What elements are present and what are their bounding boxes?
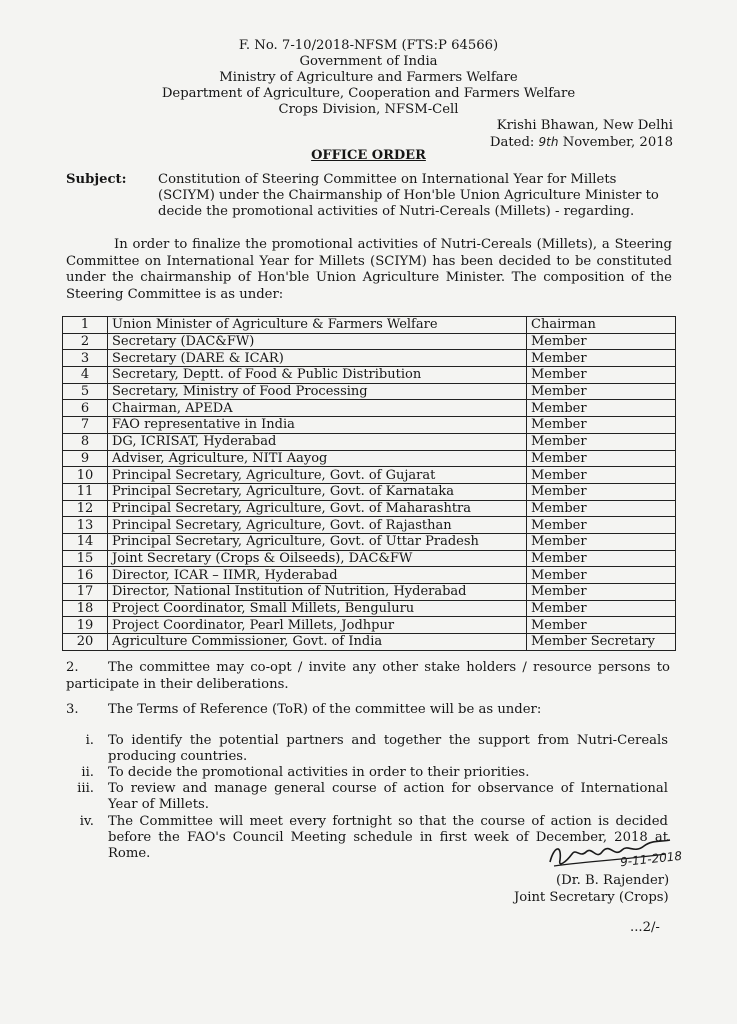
member-role: Member [527, 417, 676, 434]
row-number: 1 [63, 317, 108, 334]
member-name: Secretary (DARE & ICAR) [108, 350, 527, 367]
member-name: Principal Secretary, Agriculture, Govt. of Gujarat [108, 467, 527, 484]
member-role: Member [527, 533, 676, 550]
table-row [63, 517, 676, 534]
signatory-name: (Dr. B. Rajender) [556, 873, 670, 888]
row-number: 7 [63, 417, 108, 434]
member-name: Agriculture Commissioner, Govt. of India [108, 634, 527, 651]
table-row [63, 383, 676, 400]
row-number: 3 [63, 350, 108, 367]
page-title: OFFICE ORDER [311, 148, 426, 163]
row-number: 13 [63, 517, 108, 534]
row-number: 19 [63, 617, 108, 634]
subject-label: Subject: [66, 172, 127, 187]
tor-num: iii. [77, 781, 94, 796]
member-name: Director, ICAR – IIMR, Hyderabad [108, 567, 527, 584]
table-row [63, 567, 676, 584]
tor-num: ii. [81, 765, 94, 780]
member-name: Project Coordinator, Small Millets, Benguluru [108, 600, 527, 617]
member-role: Member [527, 600, 676, 617]
member-role: Member Secretary [527, 634, 676, 651]
row-number: 5 [63, 383, 108, 400]
member-role: Member [527, 500, 676, 517]
tor-item: To decide the promotional activities in order to their priorities. [108, 765, 530, 780]
table-row [63, 317, 676, 334]
table-row [63, 400, 676, 417]
member-role: Chairman [527, 317, 676, 334]
row-number: 2 [63, 333, 108, 350]
row-number: 16 [63, 567, 108, 584]
table-row [63, 533, 676, 550]
member-name: Chairman, APEDA [108, 400, 527, 417]
table-row [63, 433, 676, 450]
member-role: Member [527, 367, 676, 384]
table-row [63, 367, 676, 384]
tor-num: i. [85, 733, 94, 748]
member-name: Principal Secretary, Agriculture, Govt. of Karnataka [108, 483, 527, 500]
file-number: F. No. 7-10/2018-NFSM (FTS:P 64566) [238, 38, 499, 53]
table-row [63, 500, 676, 517]
subject-text: Constitution of Steering Committee on International Year for Millets (SCIYM) under the Chairmanship of Hon'ble Union Agriculture Minister to decide the promotional activities of Nutri-Cereals (Millets) - regarding. [158, 172, 659, 219]
member-name: FAO representative in India [108, 417, 527, 434]
dated-rest: November, 2018 [562, 135, 673, 150]
table-row [63, 467, 676, 484]
para3-number: 3. [66, 702, 79, 717]
member-role: Member [527, 433, 676, 450]
tor-item: To review and manage general course of action for observance of International Year of Millets. [108, 781, 668, 812]
member-role: Member [527, 550, 676, 567]
dated-day: 9th [538, 135, 559, 149]
member-role: Member [527, 333, 676, 350]
table-row [63, 600, 676, 617]
row-number: 6 [63, 400, 108, 417]
member-role: Member [527, 483, 676, 500]
table-row [63, 450, 676, 467]
row-number: 11 [63, 483, 108, 500]
row-number: 17 [63, 584, 108, 601]
gov-line: Government of India [299, 54, 438, 69]
intro-paragraph: In order to finalize the promotional activities of Nutri-Cereals (Millets), a Steering Committee on International Year for Millets (SCIYM) has been decided to be constituted under the chairmanship of Hon'ble Union Agriculture Minister. The composition of the Steering Committee is as under: [66, 237, 672, 302]
member-role: Member [527, 517, 676, 534]
member-name: Secretary, Deptt. of Food & Public Distribution [108, 367, 527, 384]
table-row [63, 350, 676, 367]
tor-item: The Committee will meet every fortnight so that the course of action is decided before the FAO's Council Meeting schedule in first week of December, 2018 at Rome. [108, 814, 668, 861]
row-number: 12 [63, 500, 108, 517]
dated-label: Dated: [489, 135, 535, 150]
member-role: Member [527, 400, 676, 417]
table-row [63, 333, 676, 350]
member-role: Member [527, 617, 676, 634]
member-name: Principal Secretary, Agriculture, Govt. of Rajasthan [108, 517, 527, 534]
tor-num: iv. [79, 814, 94, 829]
committee-table [62, 316, 676, 651]
row-number: 15 [63, 550, 108, 567]
table-row [63, 417, 676, 434]
member-name: Principal Secretary, Agriculture, Govt. of Maharashtra [108, 500, 527, 517]
member-name: Union Minister of Agriculture & Farmers Welfare [108, 317, 527, 334]
table-row [63, 617, 676, 634]
para2-text: The committee may co-opt / invite any other stake holders / resource persons to participate in their deliberations. [66, 660, 670, 692]
member-role: Member [527, 450, 676, 467]
ministry-line: Ministry of Agriculture and Farmers Welfare [219, 70, 518, 85]
member-name: Secretary, Ministry of Food Processing [108, 383, 527, 400]
table-row [63, 550, 676, 567]
member-role: Member [527, 584, 676, 601]
member-name: Principal Secretary, Agriculture, Govt. of Uttar Pradesh [108, 533, 527, 550]
member-name: Director, National Institution of Nutrition, Hyderabad [108, 584, 527, 601]
department-line: Department of Agriculture, Cooperation and Farmers Welfare [161, 86, 576, 101]
page-continuation: ...2/- [630, 920, 660, 935]
place-line: Krishi Bhawan, New Delhi [496, 118, 673, 133]
row-number: 4 [63, 367, 108, 384]
member-name: Project Coordinator, Pearl Millets, Jodhpur [108, 617, 527, 634]
row-number: 8 [63, 433, 108, 450]
row-number: 14 [63, 533, 108, 550]
row-number: 18 [63, 600, 108, 617]
member-name: Adviser, Agriculture, NITI Aayog [108, 450, 527, 467]
member-name: Secretary (DAC&FW) [108, 333, 527, 350]
para2-number: 2. [66, 660, 79, 675]
division-line: Crops Division, NFSM-Cell [278, 102, 459, 117]
member-role: Member [527, 350, 676, 367]
member-role: Member [527, 567, 676, 584]
member-role: Member [527, 467, 676, 484]
table-row [63, 634, 676, 651]
table-row [63, 483, 676, 500]
para3-text: The Terms of Reference (ToR) of the committee will be as under: [108, 702, 542, 717]
member-role: Member [527, 383, 676, 400]
tor-item: To identify the potential partners and together the support from Nutri-Cereals producing countries. [108, 733, 668, 764]
row-number: 9 [63, 450, 108, 467]
row-number: 10 [63, 467, 108, 484]
member-name: Joint Secretary (Crops & Oilseeds), DAC&FW [108, 550, 527, 567]
signatory-designation: Joint Secretary (Crops) [514, 890, 669, 905]
member-name: DG, ICRISAT, Hyderabad [108, 433, 527, 450]
table-row [63, 584, 676, 601]
letterhead [0, 38, 737, 118]
row-number: 20 [63, 634, 108, 651]
signature-date: 9-11-2018 [619, 848, 683, 870]
